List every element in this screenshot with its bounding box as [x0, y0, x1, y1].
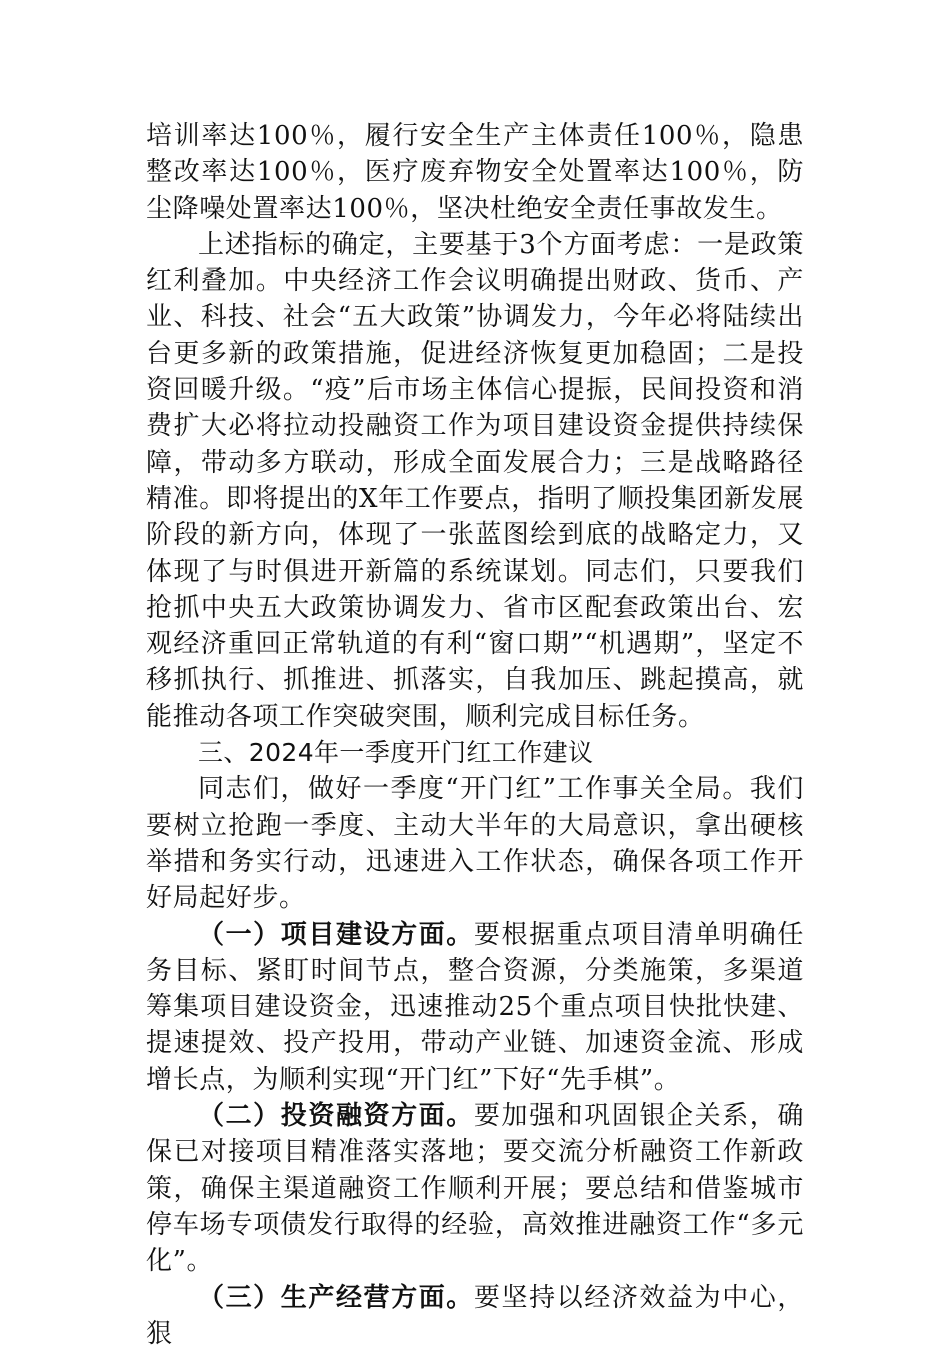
item-lead-project-construction: （一）项目建设方面。: [198, 920, 474, 950]
document-page: [146, 118, 804, 1352]
section-heading-three: 三、2024年一季度开门红工作建议: [146, 735, 804, 771]
paragraph-safety-metrics: 培训率达100％，履行安全生产主体责任100％，隐患整改率达100％，医疗废弃物安全处置率达100％，防尘降噪处置率达100％，坚决杜绝安全责任事故发生。: [146, 118, 804, 227]
paragraph-project-construction: [146, 917, 804, 1098]
item-body-production-operation: 要坚持以经济效益为中心，狠: [146, 1283, 804, 1349]
paragraph-first-quarter-intro: 同志们，做好一季度“开门红”工作事关全局。我们要树立抢跑一季度、主动大半年的大局意识，拿出硬核举措和务实行动，迅速进入工作状态，确保各项工作开好局起好步。: [146, 771, 804, 916]
paragraph-investment-financing: [146, 1098, 804, 1279]
paragraph-indicator-basis: 上述指标的确定，主要基于3个方面考虑：一是政策红利叠加。中央经济工作会议明确提出财政、货币、产业、科技、社会“五大政策”协调发力，今年必将陆续出台更多新的政策措施，促进经济恢复更加稳固；二是投资回暖升级。“疫”后市场主体信心提振，民间投资和消费扩大必将拉动投融资工作为项目建设资金提供持续保障，带动多方联动，形成全面发展合力；三是战略路径精准。即将提出的X年工作要点，指明了顺投集团新发展阶段的新方向，体现了一张蓝图绘到底的战略定力，又体现了与时俱进开新篇的系统谋划。同志们，只要我们抢抓中央五大政策协调发力、省市区配套政策出台、宏观经济重回正常轨道的有利“窗口期”“机遇期”，坚定不移抓执行、抓推进、抓落实，自我加压、跳起摸高，就能推动各项工作突破突围，顺利完成目标任务。: [146, 227, 804, 735]
paragraph-production-operation: [146, 1280, 804, 1352]
item-body-investment-financing: 要加强和巩固银企关系，确保已对接项目精准落实落地；要交流分析融资工作新政策，确保主渠道融资工作顺利开展；要总结和借鉴城市停车场专项债发行取得的经验，高效推进融资工作“多元化”。: [146, 1101, 804, 1276]
item-lead-investment-financing: （二）投资融资方面。: [198, 1101, 474, 1131]
item-lead-production-operation: （三）生产经营方面。: [198, 1283, 474, 1313]
item-body-project-construction: 要根据重点项目清单明确任务目标、紧盯时间节点，整合资源，分类施策，多渠道筹集项目建设资金，迅速推动25个重点项目快批快建、提速提效、投产投用，带动产业链、加速资金流、形成增长点，为顺利实现“开门红”下好“先手棋”。: [146, 920, 804, 1095]
